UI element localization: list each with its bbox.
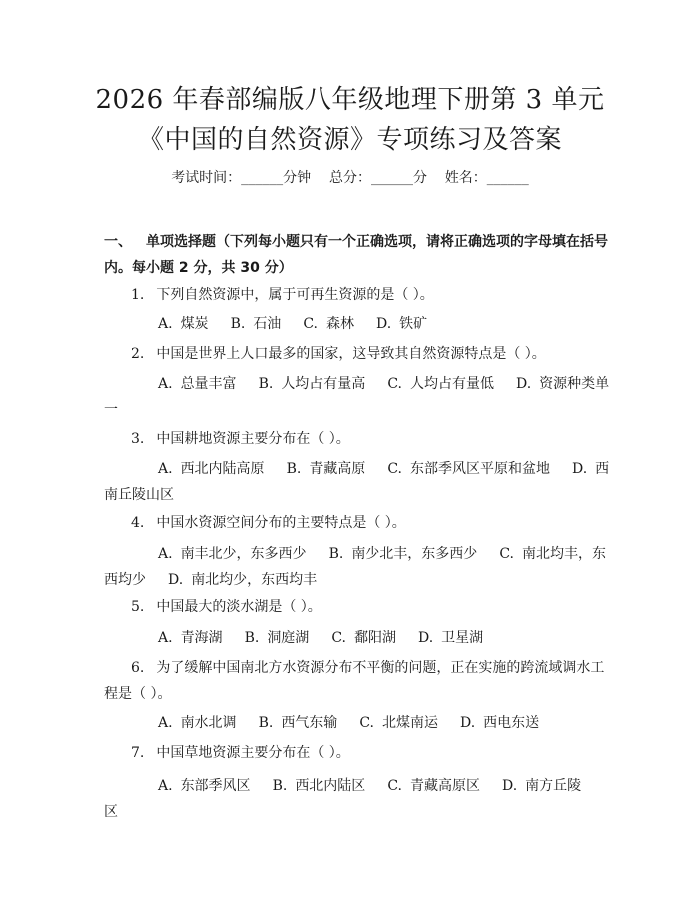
- question-5-options: [104, 625, 614, 651]
- question-1-stem: [104, 282, 614, 308]
- question-3-options: [104, 456, 614, 508]
- document-title-line2: 《中国的自然资源》专项练习及答案: [137, 125, 562, 155]
- option-c: C. 南北均丰，东西均少: [104, 546, 606, 588]
- option-d: D. 西电东送: [459, 715, 540, 731]
- question-2-options: [104, 371, 614, 423]
- question-text: 中国草地资源主要分布在（ ）。: [156, 745, 350, 761]
- question-4-stem: [104, 510, 614, 536]
- question-6-stem: [104, 655, 614, 707]
- question-text: 中国是世界上人口最多的国家，这导致其自然资源特点是（ ）。: [156, 346, 546, 362]
- question-7-options: [104, 773, 614, 825]
- question-text: 中国耕地资源主要分布在（ ）。: [156, 431, 350, 447]
- question-1-options: [104, 311, 614, 337]
- option-d: D. 卫星湖: [417, 630, 484, 646]
- option-b: B. 西气东输: [258, 715, 338, 731]
- question-text: 下列自然资源中，属于可再生资源的是（ ）。: [156, 287, 434, 303]
- question-6-options: [104, 710, 614, 736]
- question-number: 1.: [131, 287, 145, 303]
- question-number: 2.: [131, 346, 145, 362]
- question-text: 为了缓解中国南北方水资源分布不平衡的问题，正在实施的跨流域调水工程是（ ）。: [104, 660, 605, 702]
- section-instructions: 单项选择题（下列每小题只有一个正确选项，请将正确选项的字母填在括号内。每小题 2 分，共 30 分）: [104, 234, 608, 276]
- option-a: A. 东部季风区: [158, 778, 251, 794]
- option-c: C. 东部季风区平原和盆地: [387, 461, 550, 477]
- question-number: 6.: [131, 660, 145, 676]
- option-a: A. 煤炭: [158, 316, 209, 332]
- option-b: B. 人均占有量高: [258, 376, 366, 392]
- question-number: 4.: [131, 515, 145, 531]
- option-a: A. 西北内陆高原: [158, 461, 265, 477]
- option-b: B. 洞庭湖: [244, 630, 310, 646]
- question-text: 中国水资源空间分布的主要特点是（ ）。: [156, 515, 406, 531]
- question-5-stem: [104, 594, 614, 620]
- option-c: C. 鄱阳湖: [331, 630, 396, 646]
- option-c: C. 人均占有量低: [387, 376, 494, 392]
- option-b: B. 青藏高原: [286, 461, 366, 477]
- option-d: D. 资源种类单一: [104, 376, 610, 418]
- option-d: D. 西南丘陵山区: [104, 461, 610, 503]
- question-2-stem: [104, 341, 614, 367]
- option-c: C. 森林: [303, 316, 354, 332]
- exam-info-line: 考试时间：______分钟 总分：______分 姓名：______: [171, 170, 529, 186]
- question-number: 3.: [131, 431, 145, 447]
- option-c: C. 青藏高原区: [387, 778, 480, 794]
- option-b: B. 南少北丰，东多西少: [328, 546, 478, 562]
- question-number: 7.: [131, 745, 145, 761]
- option-c: C. 北煤南运: [359, 715, 438, 731]
- question-7-stem: [104, 740, 614, 766]
- option-d: D. 南方丘陵区: [104, 778, 582, 820]
- option-a: A. 总量丰富: [158, 376, 237, 392]
- option-a: A. 南丰北少，东多西少: [158, 546, 307, 562]
- option-d: D. 南北均少，东西均丰: [168, 572, 318, 588]
- option-b: B. 石油: [230, 316, 282, 332]
- document-title-line1: 2026 年春部编版八年级地理下册第 3 单元: [95, 85, 605, 115]
- question-text: 中国最大的淡水湖是（ ）。: [156, 599, 322, 615]
- option-a: A. 青海湖: [158, 630, 223, 646]
- option-d: D. 铁矿: [375, 316, 428, 332]
- question-3-stem: [104, 426, 614, 452]
- question-4-options: [104, 541, 614, 593]
- option-a: A. 南水北调: [158, 715, 237, 731]
- section-heading: [104, 229, 614, 281]
- option-b: B. 西北内陆区: [272, 778, 366, 794]
- question-number: 5.: [131, 599, 145, 615]
- section-number: 一、: [104, 234, 132, 250]
